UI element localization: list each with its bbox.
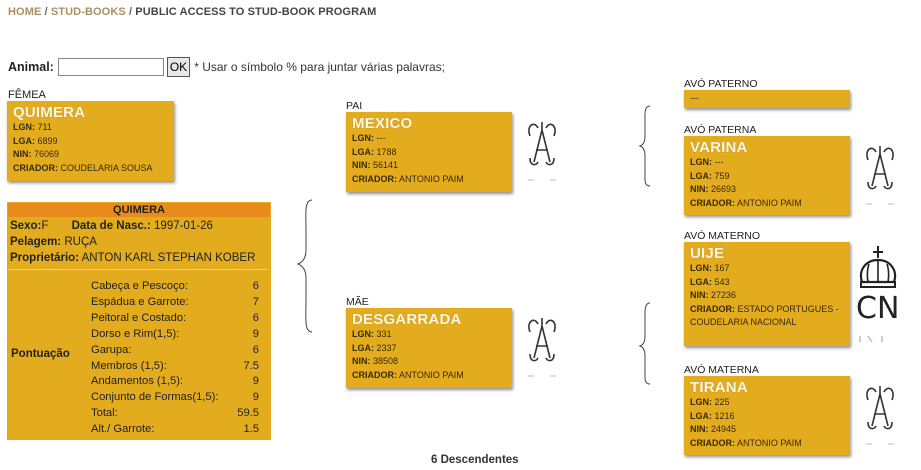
avo-materno-name: UIJE [690, 245, 725, 262]
animal-search-label: Animal: [8, 60, 54, 74]
animal-lgn: LGN: 711 [13, 122, 52, 132]
score-row: Peitoral e Costado: 6 [91, 311, 259, 324]
avo-materno-nin: NIN: 27236 [690, 290, 737, 300]
avo-materna-criador: CRIADOR: ANTONIO PAIM [690, 437, 802, 448]
pai-name: MEXICO [352, 115, 413, 132]
avo-paterna-criador: CRIADOR: ANTONIO PAIM [690, 197, 802, 208]
paternal-grandparents-brace-icon [640, 106, 650, 186]
pai-criador: CRIADOR: ANTONIO PAIM [352, 173, 464, 184]
mae-card[interactable] [346, 308, 512, 388]
avo-paterna-breeder-brand-icon [858, 142, 902, 208]
avo-materna-lga: LGA: 1216 [690, 410, 735, 421]
descendentes-link[interactable]: 6 Descendentes [431, 454, 519, 466]
detail-pelagem-row: Pelagem: RUÇA [10, 236, 97, 248]
mae-nin: NIN: 38508 [352, 356, 399, 366]
detail-title: QUIMERA [8, 203, 270, 217]
avo-materno-criador: CRIADOR: ESTADO PORTUGUES - COUDELARIA NACIONAL [690, 303, 839, 327]
avo-paterna-relation-label: AVÓ PATERNA [684, 124, 757, 136]
avo-paterna-lgn: LGN: --- [690, 157, 724, 167]
breadcrumb-studbooks-link[interactable]: STUD-BOOKS [50, 6, 126, 18]
avo-paterna-lga: LGA: 759 [690, 170, 730, 181]
parents-brace-icon [298, 200, 312, 332]
mae-breeder-brand-icon [520, 314, 564, 380]
avo-paterna-name: VARINA [690, 139, 748, 156]
animal-relation-label: FÊMEA [8, 89, 46, 101]
avo-materna-card[interactable] [684, 376, 850, 455]
animal-criador: CRIADOR: COUDELARIA SOUSA [13, 162, 153, 173]
score-row: Dorso e Rim(1,5): 9 [91, 327, 259, 340]
avo-paterno-value: --- [690, 93, 699, 103]
animal-nin: NIN: 76069 [13, 149, 60, 159]
score-row: Membros (1,5): 7.5 [91, 359, 259, 372]
mae-criador: CRIADOR: ANTONIO PAIM [352, 369, 464, 380]
pai-lgn: LGN: --- [352, 133, 386, 143]
avo-paterna-nin: NIN: 26693 [690, 184, 737, 194]
score-row: Total: 59.5 [91, 407, 259, 420]
avo-materna-lgn: LGN: 225 [690, 397, 730, 407]
breadcrumb-home-link[interactable]: HOME [8, 6, 42, 18]
animal-name: QUIMERA [13, 104, 86, 121]
score-row: Conjunto de Formas(1,5): 9 [91, 391, 259, 404]
avo-materna-breeder-brand-icon [858, 382, 902, 448]
pai-relation-label: PAI [346, 100, 363, 112]
score-row: Espádua e Garrote: 7 [91, 295, 259, 308]
search-hint: * Usar o símbolo % para juntar várias palavras; [194, 60, 445, 74]
breadcrumb-separator: / [41, 6, 51, 18]
pontuacao-label: Pontuação [11, 348, 70, 360]
pai-card[interactable] [346, 112, 512, 192]
avo-materna-name: TIRANA [690, 379, 748, 396]
mae-lga: LGA: 2337 [352, 342, 397, 353]
avo-materna-relation-label: AVÓ MATERNA [684, 364, 759, 376]
score-row: Andamentos (1,5): 9 [91, 375, 259, 388]
ok-button[interactable]: OK [167, 57, 190, 77]
breadcrumb-current: PUBLIC ACCESS TO STUD-BOOK PROGRAM [135, 6, 377, 18]
avo-materno-brand-text: CN [856, 291, 900, 326]
breadcrumb-separator: / [125, 6, 136, 18]
detail-sexo-row: Sexo:F Data de Nasc.: 1997-01-26 [10, 220, 213, 232]
avo-materno-lga: LGA: 543 [690, 276, 730, 287]
avo-materno-relation-label: AVÓ MATERNO [684, 230, 761, 242]
pai-nin: NIN: 56141 [352, 160, 399, 170]
score-row: Alt./ Garrote: 1.5 [91, 423, 259, 436]
pai-breeder-brand-icon [520, 118, 564, 184]
avo-paterno-card[interactable] [684, 90, 850, 108]
avo-materna-nin: NIN: 24945 [690, 424, 737, 434]
score-row: Cabeça e Pescoço: 6 [91, 280, 259, 292]
avo-paterna-card[interactable] [684, 136, 850, 215]
maternal-grandparents-brace-icon [640, 303, 650, 384]
pai-lga: LGA: 1788 [352, 146, 397, 157]
avo-materno-crown-brand-icon [856, 244, 921, 344]
avo-materno-lgn: LGN: 167 [690, 263, 730, 273]
mae-name: DESGARRADA [352, 311, 462, 328]
animal-lga: LGA: 6899 [13, 135, 58, 146]
mae-lgn: LGN: 331 [352, 329, 392, 339]
avo-materno-card[interactable] [684, 242, 850, 346]
mae-relation-label: MÃE [346, 296, 369, 308]
detail-proprietario-row: Proprietário: ANTON KARL STEPHAN KOBER [10, 252, 256, 264]
score-row: Garupa: 6 [91, 343, 259, 356]
avo-paterno-relation-label: AVÓ PATERNO [684, 78, 758, 90]
